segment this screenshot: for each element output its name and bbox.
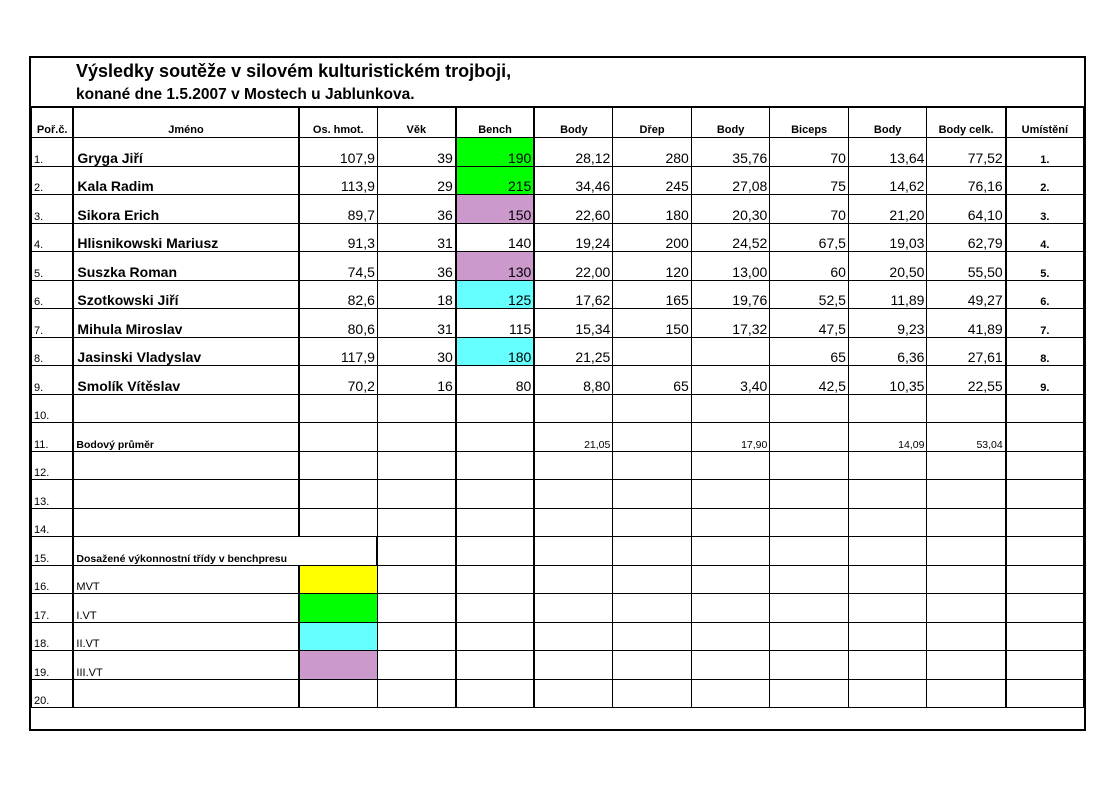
cell-bench: 215 bbox=[456, 166, 535, 195]
cell-total: 76,16 bbox=[927, 166, 1006, 195]
cell-bench: 80 bbox=[456, 366, 535, 395]
cell bbox=[613, 508, 691, 537]
cell-no: 3. bbox=[32, 195, 74, 224]
cell bbox=[613, 480, 691, 509]
column-header: Umístění bbox=[1006, 107, 1084, 138]
cell-rank: 1. bbox=[1006, 138, 1084, 167]
cell-body1: 28,12 bbox=[534, 138, 613, 167]
cell-drep: 280 bbox=[613, 138, 691, 167]
average-cell: Bodový průměr bbox=[73, 423, 298, 452]
cell bbox=[534, 651, 613, 680]
cell bbox=[456, 451, 535, 480]
cell bbox=[73, 480, 298, 509]
cell-weight: 74,5 bbox=[299, 252, 378, 281]
cell bbox=[377, 594, 455, 623]
cell bbox=[534, 394, 613, 423]
cell-biceps: 42,5 bbox=[770, 366, 849, 395]
cell: 10. bbox=[32, 394, 74, 423]
cell bbox=[1006, 451, 1084, 480]
column-header: Bench bbox=[456, 107, 535, 138]
average-cell: 17,90 bbox=[691, 423, 770, 452]
cell bbox=[456, 537, 535, 566]
cell-no: 5. bbox=[32, 252, 74, 281]
cell bbox=[927, 594, 1006, 623]
cell-total: 77,52 bbox=[927, 138, 1006, 167]
cell-biceps: 52,5 bbox=[770, 280, 849, 309]
cell-weight: 117,9 bbox=[299, 337, 378, 366]
cell-drep: 65 bbox=[613, 366, 691, 395]
cell bbox=[691, 622, 770, 651]
cell bbox=[770, 508, 849, 537]
column-header: Dřep bbox=[613, 107, 691, 138]
title-block bbox=[31, 58, 1084, 108]
cell-biceps: 60 bbox=[770, 252, 849, 281]
average-cell: 11. bbox=[32, 423, 74, 452]
table-row bbox=[32, 138, 1084, 167]
cell-biceps: 67,5 bbox=[770, 223, 849, 252]
cell-rank: 3. bbox=[1006, 195, 1084, 224]
cell bbox=[770, 480, 849, 509]
cell: 13. bbox=[32, 480, 74, 509]
cell-body2: 3,40 bbox=[691, 366, 770, 395]
table-row bbox=[32, 223, 1084, 252]
legend-row bbox=[32, 594, 1084, 623]
table-row bbox=[32, 195, 1084, 224]
cell-total: 49,27 bbox=[927, 280, 1006, 309]
cell-rank: 7. bbox=[1006, 309, 1084, 338]
cell-age: 29 bbox=[377, 166, 455, 195]
cell-drep: 180 bbox=[613, 195, 691, 224]
table-row bbox=[32, 366, 1084, 395]
cell bbox=[299, 508, 378, 537]
cell-name: Smolík Vítěslav bbox=[73, 366, 298, 395]
cell bbox=[691, 594, 770, 623]
cell bbox=[299, 394, 378, 423]
cell bbox=[848, 537, 927, 566]
cell: 12. bbox=[32, 451, 74, 480]
cell-rank: 8. bbox=[1006, 337, 1084, 366]
cell bbox=[299, 480, 378, 509]
column-header: Poř.č. bbox=[32, 107, 74, 138]
table-row bbox=[32, 679, 1084, 708]
cell-drep bbox=[613, 337, 691, 366]
table-row bbox=[32, 166, 1084, 195]
legend-swatch bbox=[299, 594, 378, 623]
cell-weight: 82,6 bbox=[299, 280, 378, 309]
cell bbox=[456, 594, 535, 623]
legend-swatch bbox=[299, 622, 378, 651]
cell-age: 39 bbox=[377, 138, 455, 167]
cell bbox=[456, 394, 535, 423]
cell-total: 55,50 bbox=[927, 252, 1006, 281]
cell-age: 36 bbox=[377, 252, 455, 281]
column-header: Věk bbox=[377, 107, 455, 138]
cell-name: Kala Radim bbox=[73, 166, 298, 195]
table-row bbox=[32, 337, 1084, 366]
cell bbox=[848, 651, 927, 680]
cell bbox=[927, 451, 1006, 480]
row-number: 18. bbox=[32, 622, 74, 651]
cell bbox=[456, 423, 535, 452]
cell-biceps: 47,5 bbox=[770, 309, 849, 338]
cell-age: 30 bbox=[377, 337, 455, 366]
cell-rank: 6. bbox=[1006, 280, 1084, 309]
cell-rank: 5. bbox=[1006, 252, 1084, 281]
cell-weight: 70,2 bbox=[299, 366, 378, 395]
cell bbox=[770, 451, 849, 480]
cell bbox=[534, 508, 613, 537]
cell: 20. bbox=[32, 679, 74, 708]
cell-rank: 9. bbox=[1006, 366, 1084, 395]
cell bbox=[613, 622, 691, 651]
cell bbox=[1006, 537, 1084, 566]
legend-swatch bbox=[299, 565, 378, 594]
cell bbox=[534, 679, 613, 708]
cell bbox=[691, 679, 770, 708]
cell-drep: 150 bbox=[613, 309, 691, 338]
cell-total: 62,79 bbox=[927, 223, 1006, 252]
cell bbox=[1006, 394, 1084, 423]
legend-label: I.VT bbox=[73, 594, 298, 623]
cell bbox=[1006, 508, 1084, 537]
cell-weight: 91,3 bbox=[299, 223, 378, 252]
cell bbox=[691, 537, 770, 566]
cell bbox=[456, 565, 535, 594]
cell bbox=[456, 508, 535, 537]
cell bbox=[1006, 480, 1084, 509]
cell-body2: 17,32 bbox=[691, 309, 770, 338]
cell-body2 bbox=[691, 337, 770, 366]
cell bbox=[377, 622, 455, 651]
cell bbox=[1006, 622, 1084, 651]
cell bbox=[848, 594, 927, 623]
cell-body3: 13,64 bbox=[848, 138, 927, 167]
cell bbox=[927, 537, 1006, 566]
average-cell: 14,09 bbox=[848, 423, 927, 452]
cell bbox=[73, 679, 298, 708]
cell bbox=[691, 451, 770, 480]
row-number: 17. bbox=[32, 594, 74, 623]
cell-body1: 19,24 bbox=[534, 223, 613, 252]
cell-body2: 19,76 bbox=[691, 280, 770, 309]
legend-label: III.VT bbox=[73, 651, 298, 680]
column-header: Body bbox=[848, 107, 927, 138]
cell bbox=[377, 679, 455, 708]
legend-row bbox=[32, 651, 1084, 680]
average-cell: 21,05 bbox=[534, 423, 613, 452]
cell-body3: 6,36 bbox=[848, 337, 927, 366]
cell-body3: 19,03 bbox=[848, 223, 927, 252]
cell bbox=[1006, 651, 1084, 680]
cell bbox=[456, 679, 535, 708]
column-header: Body celk. bbox=[927, 107, 1006, 138]
cell: 14. bbox=[32, 508, 74, 537]
cell bbox=[927, 565, 1006, 594]
cell bbox=[534, 622, 613, 651]
cell-biceps: 75 bbox=[770, 166, 849, 195]
legend-title: Dosažené výkonnostní třídy v benchpresu bbox=[73, 537, 377, 566]
cell-no: 4. bbox=[32, 223, 74, 252]
cell-total: 27,61 bbox=[927, 337, 1006, 366]
column-header: Os. hmot. bbox=[299, 107, 378, 138]
table-row bbox=[32, 252, 1084, 281]
cell-weight: 113,9 bbox=[299, 166, 378, 195]
cell bbox=[927, 622, 1006, 651]
cell-bench: 190 bbox=[456, 138, 535, 167]
cell bbox=[73, 508, 298, 537]
cell bbox=[770, 394, 849, 423]
cell bbox=[770, 423, 849, 452]
cell bbox=[377, 423, 455, 452]
cell-no: 1. bbox=[32, 138, 74, 167]
cell bbox=[848, 451, 927, 480]
cell-no: 9. bbox=[32, 366, 74, 395]
cell-body3: 10,35 bbox=[848, 366, 927, 395]
cell-body1: 17,62 bbox=[534, 280, 613, 309]
cell bbox=[848, 480, 927, 509]
cell-rank: 2. bbox=[1006, 166, 1084, 195]
cell-name: Hlisnikowski Mariusz bbox=[73, 223, 298, 252]
cell bbox=[927, 394, 1006, 423]
cell-body1: 8,80 bbox=[534, 366, 613, 395]
cell-total: 64,10 bbox=[927, 195, 1006, 224]
cell bbox=[848, 508, 927, 537]
cell-body2: 35,76 bbox=[691, 138, 770, 167]
cell-body2: 13,00 bbox=[691, 252, 770, 281]
cell bbox=[927, 651, 1006, 680]
legend-swatch bbox=[299, 651, 378, 680]
cell bbox=[613, 394, 691, 423]
cell bbox=[377, 537, 455, 566]
cell bbox=[691, 651, 770, 680]
page-subtitle: konané dne 1.5.2007 v Mostech u Jablunkova. bbox=[76, 86, 415, 103]
cell-weight: 107,9 bbox=[299, 138, 378, 167]
cell-weight: 89,7 bbox=[299, 195, 378, 224]
cell-weight: 80,6 bbox=[299, 309, 378, 338]
column-header: Body bbox=[534, 107, 613, 138]
cell bbox=[1006, 679, 1084, 708]
cell bbox=[613, 651, 691, 680]
results-table bbox=[31, 106, 1084, 708]
page-title: Výsledky soutěže v silovém kulturistickém trojboji, bbox=[76, 61, 512, 81]
cell-no: 2. bbox=[32, 166, 74, 195]
legend-title-row bbox=[32, 537, 1084, 566]
row-number: 19. bbox=[32, 651, 74, 680]
cell-biceps: 65 bbox=[770, 337, 849, 366]
cell-bench: 130 bbox=[456, 252, 535, 281]
cell bbox=[927, 480, 1006, 509]
table-row bbox=[32, 480, 1084, 509]
cell-no: 6. bbox=[32, 280, 74, 309]
cell bbox=[377, 451, 455, 480]
cell-name: Gryga Jiří bbox=[73, 138, 298, 167]
cell bbox=[927, 679, 1006, 708]
cell bbox=[299, 423, 378, 452]
results-sheet bbox=[29, 56, 1086, 731]
cell-bench: 115 bbox=[456, 309, 535, 338]
cell-biceps: 70 bbox=[770, 138, 849, 167]
cell bbox=[73, 394, 298, 423]
cell-body3: 21,20 bbox=[848, 195, 927, 224]
cell-bench: 150 bbox=[456, 195, 535, 224]
cell-no: 8. bbox=[32, 337, 74, 366]
column-header: Body bbox=[691, 107, 770, 138]
cell bbox=[770, 537, 849, 566]
cell bbox=[534, 451, 613, 480]
cell bbox=[534, 565, 613, 594]
cell-no: 7. bbox=[32, 309, 74, 338]
cell bbox=[534, 537, 613, 566]
legend-row bbox=[32, 565, 1084, 594]
cell-name: Mihula Miroslav bbox=[73, 309, 298, 338]
cell bbox=[770, 565, 849, 594]
cell-age: 16 bbox=[377, 366, 455, 395]
legend-label: MVT bbox=[73, 565, 298, 594]
table-row bbox=[32, 508, 1084, 537]
cell bbox=[770, 594, 849, 623]
cell-body3: 20,50 bbox=[848, 252, 927, 281]
cell-body3: 14,62 bbox=[848, 166, 927, 195]
cell bbox=[377, 508, 455, 537]
cell bbox=[770, 651, 849, 680]
cell-rank: 4. bbox=[1006, 223, 1084, 252]
cell-body1: 34,46 bbox=[534, 166, 613, 195]
cell-total: 41,89 bbox=[927, 309, 1006, 338]
cell-name: Jasinski Vladyslav bbox=[73, 337, 298, 366]
cell-body1: 22,00 bbox=[534, 252, 613, 281]
cell bbox=[377, 565, 455, 594]
average-cell: 53,04 bbox=[927, 423, 1006, 452]
cell bbox=[691, 508, 770, 537]
cell-bench: 125 bbox=[456, 280, 535, 309]
cell bbox=[299, 679, 378, 708]
column-header: Jméno bbox=[73, 107, 298, 138]
header-row bbox=[32, 107, 1084, 138]
row-number: 16. bbox=[32, 565, 74, 594]
cell bbox=[534, 594, 613, 623]
cell bbox=[848, 679, 927, 708]
cell bbox=[299, 451, 378, 480]
cell-name: Szotkowski Jiří bbox=[73, 280, 298, 309]
cell bbox=[456, 651, 535, 680]
cell-body1: 22,60 bbox=[534, 195, 613, 224]
table-row bbox=[32, 394, 1084, 423]
cell bbox=[927, 508, 1006, 537]
cell bbox=[1006, 423, 1084, 452]
cell-body3: 9,23 bbox=[848, 309, 927, 338]
cell bbox=[73, 451, 298, 480]
cell bbox=[691, 480, 770, 509]
table-row bbox=[32, 280, 1084, 309]
legend-label: II.VT bbox=[73, 622, 298, 651]
cell bbox=[613, 565, 691, 594]
cell-bench: 140 bbox=[456, 223, 535, 252]
cell bbox=[691, 394, 770, 423]
cell bbox=[691, 565, 770, 594]
cell-age: 31 bbox=[377, 223, 455, 252]
cell-biceps: 70 bbox=[770, 195, 849, 224]
cell bbox=[770, 622, 849, 651]
cell bbox=[534, 480, 613, 509]
legend-row bbox=[32, 622, 1084, 651]
cell bbox=[456, 622, 535, 651]
average-row bbox=[32, 423, 1084, 452]
cell-body2: 20,30 bbox=[691, 195, 770, 224]
cell bbox=[848, 394, 927, 423]
cell-age: 31 bbox=[377, 309, 455, 338]
cell-age: 36 bbox=[377, 195, 455, 224]
cell-age: 18 bbox=[377, 280, 455, 309]
cell bbox=[770, 679, 849, 708]
cell bbox=[377, 651, 455, 680]
cell-drep: 200 bbox=[613, 223, 691, 252]
cell-bench: 180 bbox=[456, 337, 535, 366]
cell bbox=[1006, 594, 1084, 623]
cell bbox=[613, 594, 691, 623]
cell bbox=[377, 394, 455, 423]
column-header: Biceps bbox=[770, 107, 849, 138]
cell bbox=[848, 622, 927, 651]
cell bbox=[377, 480, 455, 509]
cell bbox=[613, 537, 691, 566]
cell bbox=[456, 480, 535, 509]
table-row bbox=[32, 309, 1084, 338]
cell-body3: 11,89 bbox=[848, 280, 927, 309]
cell-drep: 120 bbox=[613, 252, 691, 281]
cell bbox=[613, 451, 691, 480]
cell-name: Sikora Erich bbox=[73, 195, 298, 224]
cell-drep: 245 bbox=[613, 166, 691, 195]
cell-body2: 27,08 bbox=[691, 166, 770, 195]
cell-body2: 24,52 bbox=[691, 223, 770, 252]
cell-total: 22,55 bbox=[927, 366, 1006, 395]
table-row bbox=[32, 451, 1084, 480]
cell-body1: 15,34 bbox=[534, 309, 613, 338]
cell bbox=[848, 565, 927, 594]
cell bbox=[613, 423, 691, 452]
cell-name: Suszka Roman bbox=[73, 252, 298, 281]
cell-drep: 165 bbox=[613, 280, 691, 309]
row-number: 15. bbox=[32, 537, 74, 566]
cell-body1: 21,25 bbox=[534, 337, 613, 366]
cell bbox=[613, 679, 691, 708]
cell bbox=[1006, 565, 1084, 594]
